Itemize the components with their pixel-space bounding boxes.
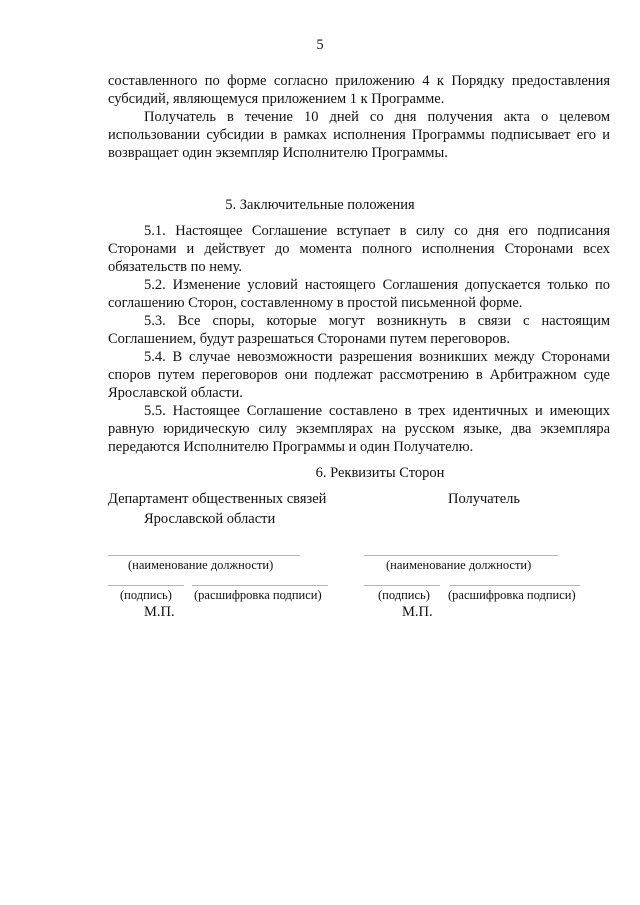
- intro-paragraph: составленного по форме согласно приложению 4 к Порядку предоставления субсидий, являющемуся приложением 1 к Программе.: [108, 73, 610, 107]
- section-6-title: 6. Реквизиты Сторон: [315, 465, 445, 481]
- clause-5-5: 5.5. Настоящее Соглашение составлено в трех идентичных и имеющих равную юридическую силу экземплярах на русском языке, два экземпляра передаются Исполнителю Программы и один Получателю.: [108, 403, 610, 455]
- right-position-line: [364, 555, 558, 556]
- clause-5-3: 5.3. Все споры, которые могут возникнуть в связи с настоящим Соглашением, будут разрешаться Сторонами путем переговоров.: [108, 313, 610, 347]
- page-number: 5: [316, 37, 324, 53]
- clause-5-1: 5.1. Настоящее Соглашение вступает в силу со дня его подписания Сторонами и действует до момента полного исполнения Сторонами всех обязательств по нему.: [108, 223, 610, 275]
- right-party-name: Получатель: [448, 491, 520, 507]
- clause-5-4: 5.4. В случае невозможности разрешения возникших между Сторонами споров путем переговоров они подлежат рассмотрению в Арбитражном суде Ярославской области.: [108, 349, 610, 401]
- right-decode-line: [450, 585, 580, 586]
- section-5-body: [108, 222, 610, 456]
- left-stamp-label: М.П.: [144, 604, 175, 620]
- right-signature-line: [364, 585, 440, 586]
- left-decode-caption: (расшифровка подписи): [194, 588, 322, 602]
- intro-text: [108, 72, 610, 162]
- right-decode-caption: (расшифровка подписи): [448, 588, 576, 602]
- left-party-name: Департамент общественных связей: [108, 491, 327, 507]
- left-party-name-line2: Ярославской области: [144, 511, 276, 527]
- left-position-caption: (наименование должности): [128, 558, 274, 572]
- right-signature-caption: (подпись): [378, 588, 430, 602]
- left-signature-caption: (подпись): [120, 588, 172, 602]
- left-position-line: [108, 555, 300, 556]
- left-decode-line: [192, 585, 328, 586]
- intro-paragraph: Получатель в течение 10 дней со дня получения акта о целевом использовании субсидии в рамках исполнения Программы подписывает его и возвращает один экземпляр Исполнителю Программы.: [108, 109, 610, 161]
- left-signature-line: [108, 585, 184, 586]
- right-stamp-label: М.П.: [402, 604, 433, 620]
- right-position-caption: (наименование должности): [386, 558, 532, 572]
- section-5-title: 5. Заключительные положения: [225, 197, 415, 213]
- clause-5-2: 5.2. Изменение условий настоящего Соглашения допускается только по соглашению Сторон, составленному в простой письменной форме.: [108, 277, 610, 311]
